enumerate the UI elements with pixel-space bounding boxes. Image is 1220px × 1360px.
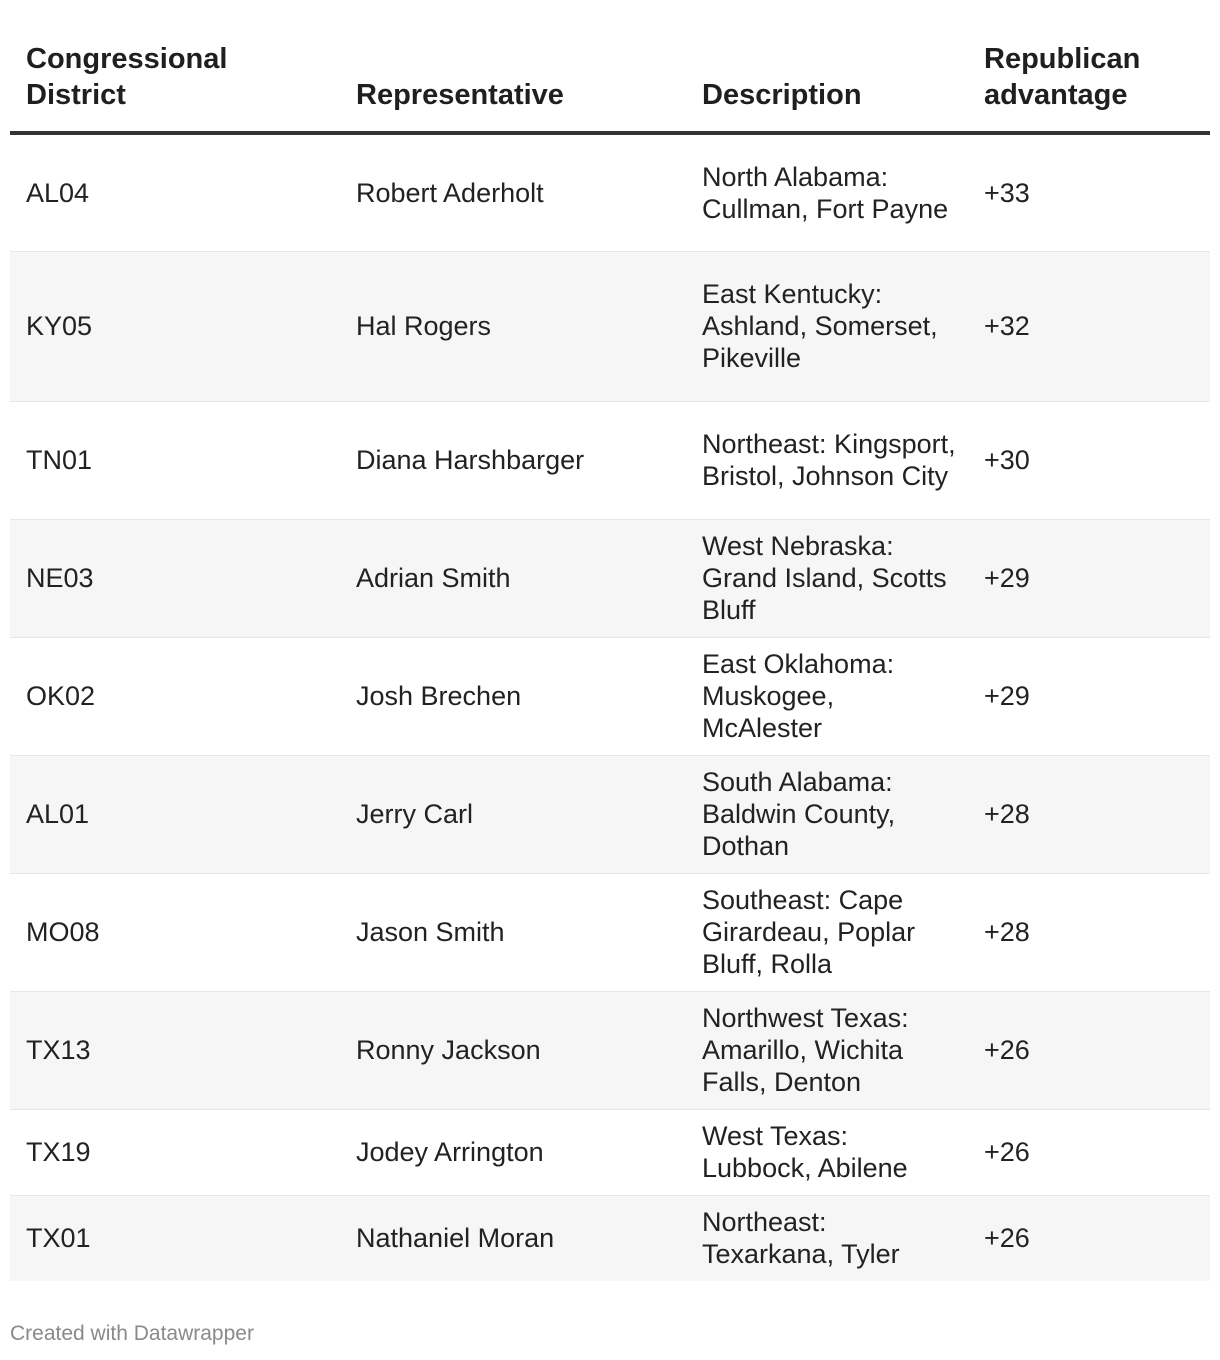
cell-description: North Alabama: Cullman, Fort Payne [686, 133, 968, 251]
cell-representative: Jerry Carl [340, 755, 686, 873]
table-row [10, 755, 1210, 873]
cell-advantage: +32 [968, 251, 1210, 401]
cell-representative: Josh Brechen [340, 637, 686, 755]
cell-description: East Kentucky: Ashland, Somerset, Pikeville [686, 251, 968, 401]
cell-district: TN01 [10, 401, 340, 519]
cell-description: Southeast: Cape Girardeau, Poplar Bluff, Rolla [686, 873, 968, 991]
cell-representative: Nathaniel Moran [340, 1195, 686, 1281]
column-header-district[interactable]: Congressional District [10, 0, 340, 133]
cell-description: East Oklahoma: Muskogee, McAlester [686, 637, 968, 755]
cell-description: South Alabama: Baldwin County, Dothan [686, 755, 968, 873]
cell-advantage: +33 [968, 133, 1210, 251]
cell-district: OK02 [10, 637, 340, 755]
cell-description: Northeast: Texarkana, Tyler [686, 1195, 968, 1281]
cell-district: NE03 [10, 519, 340, 637]
cell-representative: Jodey Arrington [340, 1109, 686, 1195]
cell-district: AL04 [10, 133, 340, 251]
cell-advantage: +28 [968, 755, 1210, 873]
column-header-advantage[interactable]: Republican advantage [968, 0, 1210, 133]
cell-representative: Diana Harshbarger [340, 401, 686, 519]
cell-advantage: +26 [968, 1195, 1210, 1281]
table-row [10, 637, 1210, 755]
table-row [10, 133, 1210, 251]
table-row [10, 401, 1210, 519]
table-row [10, 519, 1210, 637]
cell-district: MO08 [10, 873, 340, 991]
table-body [10, 133, 1210, 1281]
cell-representative: Robert Aderholt [340, 133, 686, 251]
table-header [10, 0, 1210, 133]
table-row [10, 873, 1210, 991]
cell-district: TX19 [10, 1109, 340, 1195]
table-row [10, 1195, 1210, 1281]
cell-advantage: +29 [968, 519, 1210, 637]
cell-description: Northwest Texas: Amarillo, Wichita Falls, Denton [686, 991, 968, 1109]
cell-district: TX01 [10, 1195, 340, 1281]
data-table-container [10, 0, 1210, 1281]
cell-representative: Jason Smith [340, 873, 686, 991]
cell-representative: Adrian Smith [340, 519, 686, 637]
cell-representative: Hal Rogers [340, 251, 686, 401]
cell-advantage: +28 [968, 873, 1210, 991]
cell-advantage: +26 [968, 1109, 1210, 1195]
column-header-description[interactable]: Description [686, 0, 968, 133]
cell-representative: Ronny Jackson [340, 991, 686, 1109]
datawrapper-credit: Created with Datawrapper [10, 1322, 254, 1345]
cell-advantage: +30 [968, 401, 1210, 519]
cell-district: TX13 [10, 991, 340, 1109]
cell-district: KY05 [10, 251, 340, 401]
cell-advantage: +26 [968, 991, 1210, 1109]
cell-description: West Nebraska: Grand Island, Scotts Bluff [686, 519, 968, 637]
cell-description: West Texas: Lubbock, Abilene [686, 1109, 968, 1195]
cell-district: AL01 [10, 755, 340, 873]
cell-advantage: +29 [968, 637, 1210, 755]
data-table [10, 0, 1210, 1281]
header-row [10, 0, 1210, 133]
table-row [10, 991, 1210, 1109]
table-row [10, 251, 1210, 401]
table-row [10, 1109, 1210, 1195]
cell-description: Northeast: Kingsport, Bristol, Johnson City [686, 401, 968, 519]
column-header-representative[interactable]: Representative [340, 0, 686, 133]
